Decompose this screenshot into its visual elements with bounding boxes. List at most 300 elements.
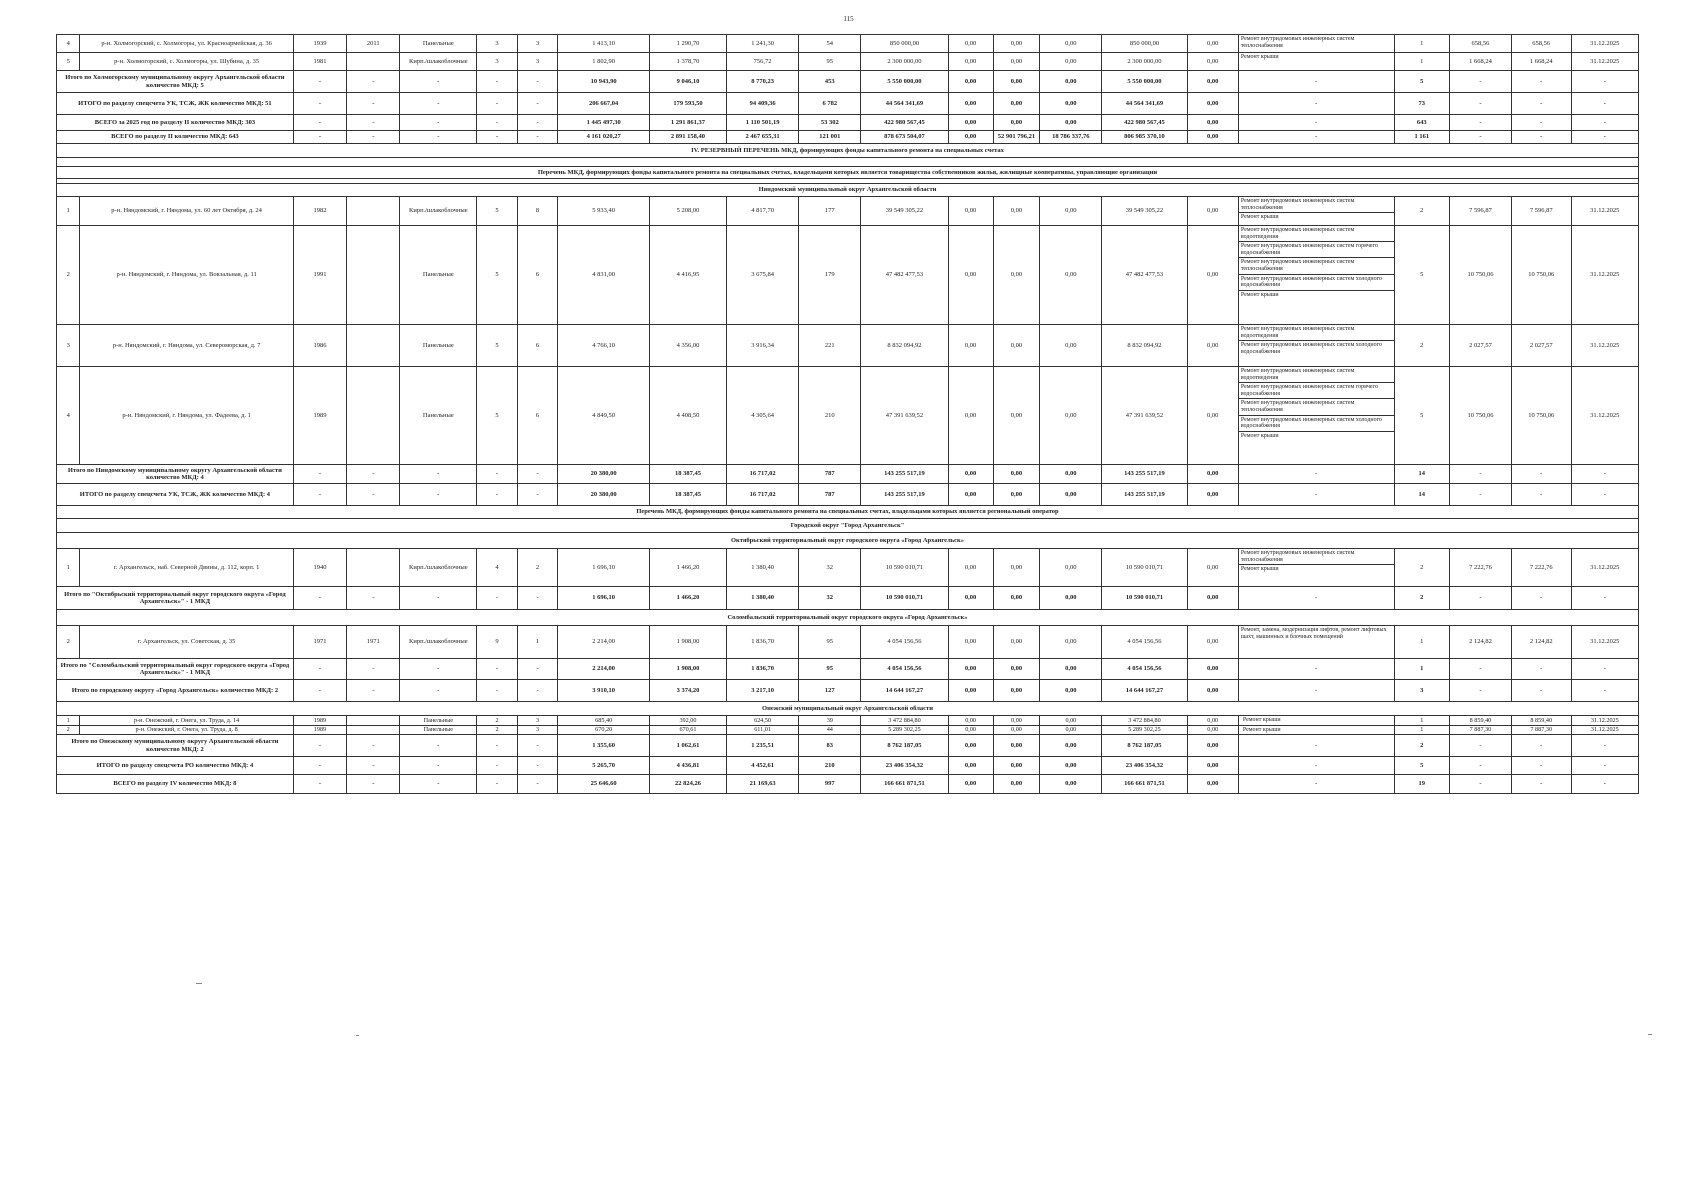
cell-f2: 0,00 — [993, 53, 1040, 71]
cell-f1: 0,00 — [948, 735, 993, 757]
cell-f3: 0,00 — [1040, 659, 1102, 680]
cell-a1: 1 413,10 — [558, 35, 650, 53]
cell-f5: 0,00 — [1187, 725, 1238, 735]
cell-year: 1991 — [293, 226, 346, 325]
cell-total: 166 661 871,51 — [861, 775, 948, 794]
cell-address: р-н. Онежский, г. Онега, ул. Труда, д. 14 — [80, 716, 293, 726]
subtotal-row — [57, 71, 1639, 93]
cell-f5: 0,00 — [1187, 465, 1238, 484]
cell-ent: 2 — [517, 549, 558, 587]
subtotal-label: Итого по "Соломбальский территориальный округ городского округа «Город Архангельск»" - 1 МКД — [57, 659, 294, 680]
dash-cell: - — [400, 587, 477, 610]
spacer-row — [57, 158, 1639, 167]
cell-cnt: 643 — [1394, 115, 1449, 131]
dash-cell: - — [400, 484, 477, 506]
cell-cnt: 19 — [1394, 775, 1449, 794]
house-row — [57, 197, 1639, 226]
cell-a1: 2 214,00 — [558, 626, 650, 659]
dash-cell: - — [293, 115, 346, 131]
dash-cell: - — [400, 465, 477, 484]
dash-cell: - — [517, 757, 558, 775]
cell-total: 47 482 477,53 — [861, 226, 948, 325]
dash-cell: - — [1238, 757, 1394, 775]
cell-a1: 206 667,04 — [558, 93, 650, 115]
house-row — [57, 725, 1639, 735]
cell-f2: 0,00 — [993, 325, 1040, 367]
cell-a1: 4 766,10 — [558, 325, 650, 367]
cell-cnt: 5 — [1394, 757, 1449, 775]
dash-cell: - — [293, 587, 346, 610]
subtotal-label: ИТОГО по разделу спецсчета РО количество МКД: 4 — [57, 757, 294, 775]
cell-f3: 0,00 — [1040, 197, 1102, 226]
dash-cell: - — [1511, 115, 1571, 131]
cell-date: 31.12.2025 — [1571, 549, 1638, 587]
cell-floors: 2 — [477, 716, 518, 726]
cell-f3: 0,00 — [1040, 757, 1102, 775]
dash-cell: - — [347, 587, 400, 610]
cell-f4: 3 472 884,80 — [1102, 716, 1187, 726]
dash-cell: - — [293, 71, 346, 93]
cell-f4: 10 590 010,71 — [1102, 587, 1187, 610]
cell-a2: 1 466,20 — [650, 587, 727, 610]
cell-cnt: 1 — [1394, 35, 1449, 53]
cell-u2: 7 222,76 — [1511, 549, 1571, 587]
cell-f5: 0,00 — [1187, 549, 1238, 587]
section-title: IV. РЕЗЕРВНЫЙ ПЕРЕЧЕНЬ МКД, формирующих фонды капитального ремонта на специальных счетах — [57, 144, 1639, 158]
cell-f1: 0,00 — [948, 71, 993, 93]
house-row — [57, 549, 1639, 587]
cell-a3: 8 770,23 — [726, 71, 799, 93]
cell-f3: 0,00 — [1040, 680, 1102, 702]
dash-cell: - — [400, 775, 477, 794]
cell-date: 31.12.2025 — [1571, 626, 1638, 659]
cell-a2: 4 408,50 — [650, 367, 727, 465]
cell-floors: 2 — [477, 725, 518, 735]
dash-cell: - — [1571, 735, 1638, 757]
cell-a2: 22 824,26 — [650, 775, 727, 794]
cell-f5: 0,00 — [1187, 197, 1238, 226]
cell-f2: 0,00 — [993, 367, 1040, 465]
cell-people: 210 — [799, 367, 861, 465]
cell-wall: Кирп./шлакоблочные — [400, 626, 477, 659]
subsection-title — [57, 167, 1639, 179]
cell-address: г. Архангельск, наб. Северной Двины, д. 112, корп. 1 — [80, 549, 293, 587]
cell-f5: 0,00 — [1187, 680, 1238, 702]
cell-a2: 179 593,50 — [650, 93, 727, 115]
cell-f3: 0,00 — [1040, 35, 1102, 53]
cell-a1: 20 380,00 — [558, 484, 650, 506]
cell-a3: 4 305,64 — [726, 367, 799, 465]
work-type-line: Ремонт внутридомовых инженерных систем водоотведения — [1239, 325, 1394, 341]
district-title — [57, 533, 1639, 549]
cell-n: 1 — [57, 197, 80, 226]
cell-a3: 16 717,02 — [726, 465, 799, 484]
dash-cell: - — [1511, 659, 1571, 680]
subtotal-row — [57, 587, 1639, 610]
cell-address: р-н. Няндомский, г. Няндома, ул. Североморская, д. 7 — [80, 325, 293, 367]
cell-f4: 5 289 302,25 — [1102, 725, 1187, 735]
cell-date: 31.12.2025 — [1571, 226, 1638, 325]
cell-date: 31.12.2025 — [1571, 35, 1638, 53]
cell-a3: 3 217,10 — [726, 680, 799, 702]
cell-total: 23 406 354,32 — [861, 757, 948, 775]
cell-year2 — [347, 716, 400, 726]
cell-total: 143 255 517,19 — [861, 484, 948, 506]
dash-cell: - — [1511, 71, 1571, 93]
cell-date: 31.12.2025 — [1571, 725, 1638, 735]
dash-cell: - — [1450, 131, 1512, 144]
cell-date: 31.12.2025 — [1571, 53, 1638, 71]
dash-cell: - — [400, 680, 477, 702]
scan-speck — [196, 983, 202, 984]
section-title — [57, 144, 1639, 158]
subtotal-row — [57, 659, 1639, 680]
cell-f2: 0,00 — [993, 735, 1040, 757]
cell-works — [1238, 226, 1394, 325]
dash-cell: - — [477, 484, 518, 506]
cell-f5: 0,00 — [1187, 35, 1238, 53]
cell-a1: 1 696,10 — [558, 587, 650, 610]
scan-speck — [1648, 1034, 1652, 1035]
cell-n: 4 — [57, 367, 80, 465]
cell-works — [1238, 53, 1394, 71]
cell-f2: 52 901 796,21 — [993, 131, 1040, 144]
cell-year2: 2011 — [347, 35, 400, 53]
cell-year2 — [347, 226, 400, 325]
dash-cell: - — [400, 757, 477, 775]
cell-f2: 0,00 — [993, 71, 1040, 93]
cell-cnt: 1 — [1394, 53, 1449, 71]
cell-a2: 4 436,81 — [650, 757, 727, 775]
work-type-line: Ремонт крыши — [1240, 214, 1279, 221]
cell-a3: 756,72 — [726, 53, 799, 71]
cell-f1: 0,00 — [948, 131, 993, 144]
cell-a1: 2 214,00 — [558, 659, 650, 680]
subtotal-label: ИТОГО по разделу спецсчета УК, ТСЖ, ЖК количество МКД: 51 — [57, 93, 294, 115]
cell-total: 422 980 567,45 — [861, 115, 948, 131]
subtotal-row — [57, 465, 1639, 484]
cell-year: 1989 — [293, 716, 346, 726]
work-type-line: Ремонт внутридомовых инженерных систем теплоснабжения — [1239, 258, 1394, 274]
cell-ent: 3 — [517, 725, 558, 735]
cell-n: 2 — [57, 226, 80, 325]
cell-year2 — [347, 367, 400, 465]
cell-wall: Панельные — [400, 367, 477, 465]
cell-f2: 0,00 — [993, 93, 1040, 115]
cell-works — [1238, 725, 1394, 735]
cell-u1: 10 750,06 — [1450, 367, 1512, 465]
cell-total: 143 255 517,19 — [861, 465, 948, 484]
cell-a2: 5 208,00 — [650, 197, 727, 226]
cell-a3: 1 235,51 — [726, 735, 799, 757]
cell-f5: 0,00 — [1187, 484, 1238, 506]
dash-cell: - — [293, 465, 346, 484]
cell-date: 31.12.2025 — [1571, 367, 1638, 465]
cell-a1: 4 161 020,27 — [558, 131, 650, 144]
cell-u2: 8 859,40 — [1511, 716, 1571, 726]
dash-cell: - — [1450, 659, 1512, 680]
cell-works — [1238, 35, 1394, 53]
cell-works — [1238, 325, 1394, 367]
dash-cell: - — [1571, 757, 1638, 775]
cell-f3: 0,00 — [1040, 325, 1102, 367]
cell-floors: 3 — [477, 35, 518, 53]
cell-f1: 0,00 — [948, 725, 993, 735]
work-type-line: Ремонт крыши — [1240, 291, 1279, 298]
dash-cell: - — [477, 465, 518, 484]
cell-cnt: 1 — [1394, 725, 1449, 735]
cell-total: 39 549 305,22 — [861, 197, 948, 226]
cell-people: 787 — [799, 465, 861, 484]
cell-f2: 0,00 — [993, 465, 1040, 484]
cell-f4: 806 985 370,10 — [1102, 131, 1187, 144]
cell-ent: 3 — [517, 35, 558, 53]
dash-cell: - — [1238, 587, 1394, 610]
cell-floors: 4 — [477, 549, 518, 587]
dash-cell: - — [347, 757, 400, 775]
scan-speck — [356, 1035, 359, 1036]
cell-f3: 0,00 — [1040, 735, 1102, 757]
house-row — [57, 35, 1639, 53]
cell-total: 850 000,00 — [861, 35, 948, 53]
cell-f5: 0,00 — [1187, 659, 1238, 680]
cell-n: 5 — [57, 53, 80, 71]
cell-f2: 0,00 — [993, 680, 1040, 702]
cell-cnt: 1 — [1394, 659, 1449, 680]
cell-a2: 1 290,70 — [650, 35, 727, 53]
district-title — [57, 184, 1639, 197]
house-row — [57, 53, 1639, 71]
cell-year2 — [347, 53, 400, 71]
dash-cell: - — [477, 587, 518, 610]
cell-date: 31.12.2025 — [1571, 325, 1638, 367]
dash-cell: - — [400, 115, 477, 131]
cell-f5: 0,00 — [1187, 71, 1238, 93]
dash-cell: - — [400, 659, 477, 680]
work-type-line: Ремонт внутридомовых инженерных систем горячего водоснабжения — [1239, 242, 1394, 258]
dash-cell: - — [477, 680, 518, 702]
dash-cell: - — [1571, 587, 1638, 610]
cell-people: 32 — [799, 549, 861, 587]
dash-cell: - — [347, 659, 400, 680]
cell-f3: 0,00 — [1040, 484, 1102, 506]
cell-f4: 44 564 341,69 — [1102, 93, 1187, 115]
cell-floors: 5 — [477, 226, 518, 325]
work-type-line: Ремонт, замена, модернизация лифтов, ремонт лифтовых шахт, машинных и блочных помещений — [1240, 627, 1387, 640]
district-title — [57, 519, 1639, 533]
work-type-line: Ремонт внутридомовых инженерных систем водоотведения — [1239, 226, 1394, 242]
cell-n: 3 — [57, 325, 80, 367]
district-title: Соломбальский территориальный округ городского округа «Город Архангельск» — [57, 610, 1639, 626]
cell-f1: 0,00 — [948, 716, 993, 726]
cell-f4: 23 406 354,32 — [1102, 757, 1187, 775]
cell-year2 — [347, 549, 400, 587]
work-type-line: Ремонт крыши — [1242, 717, 1281, 723]
cell-people: 32 — [799, 587, 861, 610]
subsection-title — [57, 506, 1639, 519]
cell-a3: 16 717,02 — [726, 484, 799, 506]
cell-f4: 143 255 517,19 — [1102, 484, 1187, 506]
cell-f1: 0,00 — [948, 465, 993, 484]
cell-u2: 10 750,06 — [1511, 226, 1571, 325]
cell-address: р-н. Холмогорский, с. Холмогоры, ул. Красноармейская, д. 36 — [80, 35, 293, 53]
cell-cnt: 14 — [1394, 465, 1449, 484]
dash-cell: - — [1511, 775, 1571, 794]
cell-wall: Кирп./шлакоблочные — [400, 197, 477, 226]
cell-ent: 8 — [517, 197, 558, 226]
cell-f2: 0,00 — [993, 35, 1040, 53]
cell-a1: 5 265,70 — [558, 757, 650, 775]
cell-people: 210 — [799, 757, 861, 775]
subtotal-row — [57, 680, 1639, 702]
cell-u2: 10 750,06 — [1511, 367, 1571, 465]
dash-cell: - — [1450, 587, 1512, 610]
cell-f1: 0,00 — [948, 549, 993, 587]
cell-a3: 1 110 501,19 — [726, 115, 799, 131]
cell-f2: 0,00 — [993, 757, 1040, 775]
work-type-line: Ремонт внутридомовых инженерных систем теплоснабжения — [1239, 399, 1394, 415]
cell-f5: 0,00 — [1187, 735, 1238, 757]
cell-u2: 2 027,57 — [1511, 325, 1571, 367]
dash-cell: - — [1238, 115, 1394, 131]
subtotal-label: Итого по Няндомскому муниципальному округу Архангельской области количество МКД: 4 — [57, 465, 294, 484]
dash-cell: - — [1571, 115, 1638, 131]
cell-year: 1989 — [293, 725, 346, 735]
cell-a2: 1 908,00 — [650, 626, 727, 659]
cell-u1: 8 859,40 — [1450, 716, 1512, 726]
dash-cell: - — [1511, 680, 1571, 702]
subtotal-row — [57, 131, 1639, 144]
subtotal-row — [57, 93, 1639, 115]
cell-people: 95 — [799, 659, 861, 680]
cell-year2 — [347, 325, 400, 367]
work-type-line: Ремонт крыши — [1240, 566, 1279, 573]
cell-a2: 2 891 158,40 — [650, 131, 727, 144]
cell-u1: 7 887,30 — [1450, 725, 1512, 735]
dash-cell: - — [293, 131, 346, 144]
cell-f5: 0,00 — [1187, 757, 1238, 775]
cell-f5: 0,00 — [1187, 131, 1238, 144]
cell-f1: 0,00 — [948, 757, 993, 775]
dash-cell: - — [517, 465, 558, 484]
cell-f5: 0,00 — [1187, 226, 1238, 325]
cell-u2: 7 887,30 — [1511, 725, 1571, 735]
dash-cell: - — [1238, 680, 1394, 702]
district-title: Онежский муниципальный округ Архангельской области — [57, 702, 1639, 716]
cell-n: 2 — [57, 626, 80, 659]
cell-f1: 0,00 — [948, 587, 993, 610]
cell-people: 997 — [799, 775, 861, 794]
cell-total: 44 564 341,69 — [861, 93, 948, 115]
cell-f2: 0,00 — [993, 115, 1040, 131]
cell-ent: 3 — [517, 716, 558, 726]
cell-a3: 3 675,84 — [726, 226, 799, 325]
cell-total: 10 590 010,71 — [861, 549, 948, 587]
dash-cell: - — [1450, 757, 1512, 775]
cell-f1: 0,00 — [948, 659, 993, 680]
cell-people: 54 — [799, 35, 861, 53]
cell-f2: 0,00 — [993, 725, 1040, 735]
cell-floors: 5 — [477, 197, 518, 226]
cell-address: р-н. Няндомский, г. Няндома, ул. Вокзальная, д. 11 — [80, 226, 293, 325]
cell-a2: 4 356,00 — [650, 325, 727, 367]
cell-total: 2 300 000,00 — [861, 53, 948, 71]
cell-a2: 4 416,95 — [650, 226, 727, 325]
dash-cell: - — [517, 484, 558, 506]
cell-f2: 0,00 — [993, 549, 1040, 587]
subsection-title: Перечень МКД, формирующих фонды капитального ремонта на специальных счетах, владельцами которых является региональный оператор — [57, 506, 1639, 519]
cell-a2: 1 291 861,37 — [650, 115, 727, 131]
cell-year: 1982 — [293, 197, 346, 226]
cell-f3: 0,00 — [1040, 725, 1102, 735]
house-row — [57, 716, 1639, 726]
cell-ent: 1 — [517, 626, 558, 659]
cell-year: 1989 — [293, 367, 346, 465]
cell-f5: 0,00 — [1187, 115, 1238, 131]
capital-repair-table-sheet — [56, 34, 1639, 794]
cell-people: 83 — [799, 735, 861, 757]
cell-a2: 9 046,10 — [650, 71, 727, 93]
dash-cell: - — [293, 93, 346, 115]
cell-people: 95 — [799, 53, 861, 71]
dash-cell: - — [1511, 587, 1571, 610]
cell-a3: 4 817,70 — [726, 197, 799, 226]
cell-u2: 2 124,82 — [1511, 626, 1571, 659]
cell-f5: 0,00 — [1187, 367, 1238, 465]
dash-cell: - — [347, 465, 400, 484]
cell-works — [1238, 716, 1394, 726]
cell-date: 31.12.2025 — [1571, 716, 1638, 726]
cell-n: 1 — [57, 549, 80, 587]
cell-total: 3 472 884,80 — [861, 716, 948, 726]
dash-cell: - — [517, 587, 558, 610]
district-title — [57, 610, 1639, 626]
dash-cell: - — [477, 131, 518, 144]
dash-cell: - — [293, 735, 346, 757]
cell-a1: 1 355,60 — [558, 735, 650, 757]
work-type-line: Ремонт крыши — [1240, 432, 1279, 439]
subtotal-label: Итого по городскому округу «Город Архангельск» количество МКД: 2 — [57, 680, 294, 702]
cell-f4: 5 550 000,00 — [1102, 71, 1187, 93]
cell-f4: 14 644 167,27 — [1102, 680, 1187, 702]
cell-wall: Панельные — [400, 725, 477, 735]
cell-cnt: 73 — [1394, 93, 1449, 115]
dash-cell: - — [293, 484, 346, 506]
cell-total: 5 289 302,25 — [861, 725, 948, 735]
cell-f3: 0,00 — [1040, 115, 1102, 131]
cell-f1: 0,00 — [948, 680, 993, 702]
cell-u2: 7 596,87 — [1511, 197, 1571, 226]
dash-cell: - — [477, 735, 518, 757]
dash-cell: - — [347, 680, 400, 702]
cell-f2: 0,00 — [993, 587, 1040, 610]
cell-ent: 6 — [517, 226, 558, 325]
cell-date: 31.12.2025 — [1571, 197, 1638, 226]
cell-cnt: 5 — [1394, 226, 1449, 325]
cell-total: 5 550 000,00 — [861, 71, 948, 93]
cell-a3: 611,01 — [726, 725, 799, 735]
cell-f5: 0,00 — [1187, 325, 1238, 367]
cell-people: 179 — [799, 226, 861, 325]
cell-f1: 0,00 — [948, 367, 993, 465]
cell-f3: 0,00 — [1040, 71, 1102, 93]
dash-cell: - — [1450, 680, 1512, 702]
capital-repair-table — [56, 34, 1639, 794]
cell-floors: 3 — [477, 53, 518, 71]
cell-f4: 47 482 477,53 — [1102, 226, 1187, 325]
cell-a3: 624,50 — [726, 716, 799, 726]
page-number: 115 — [843, 15, 854, 23]
